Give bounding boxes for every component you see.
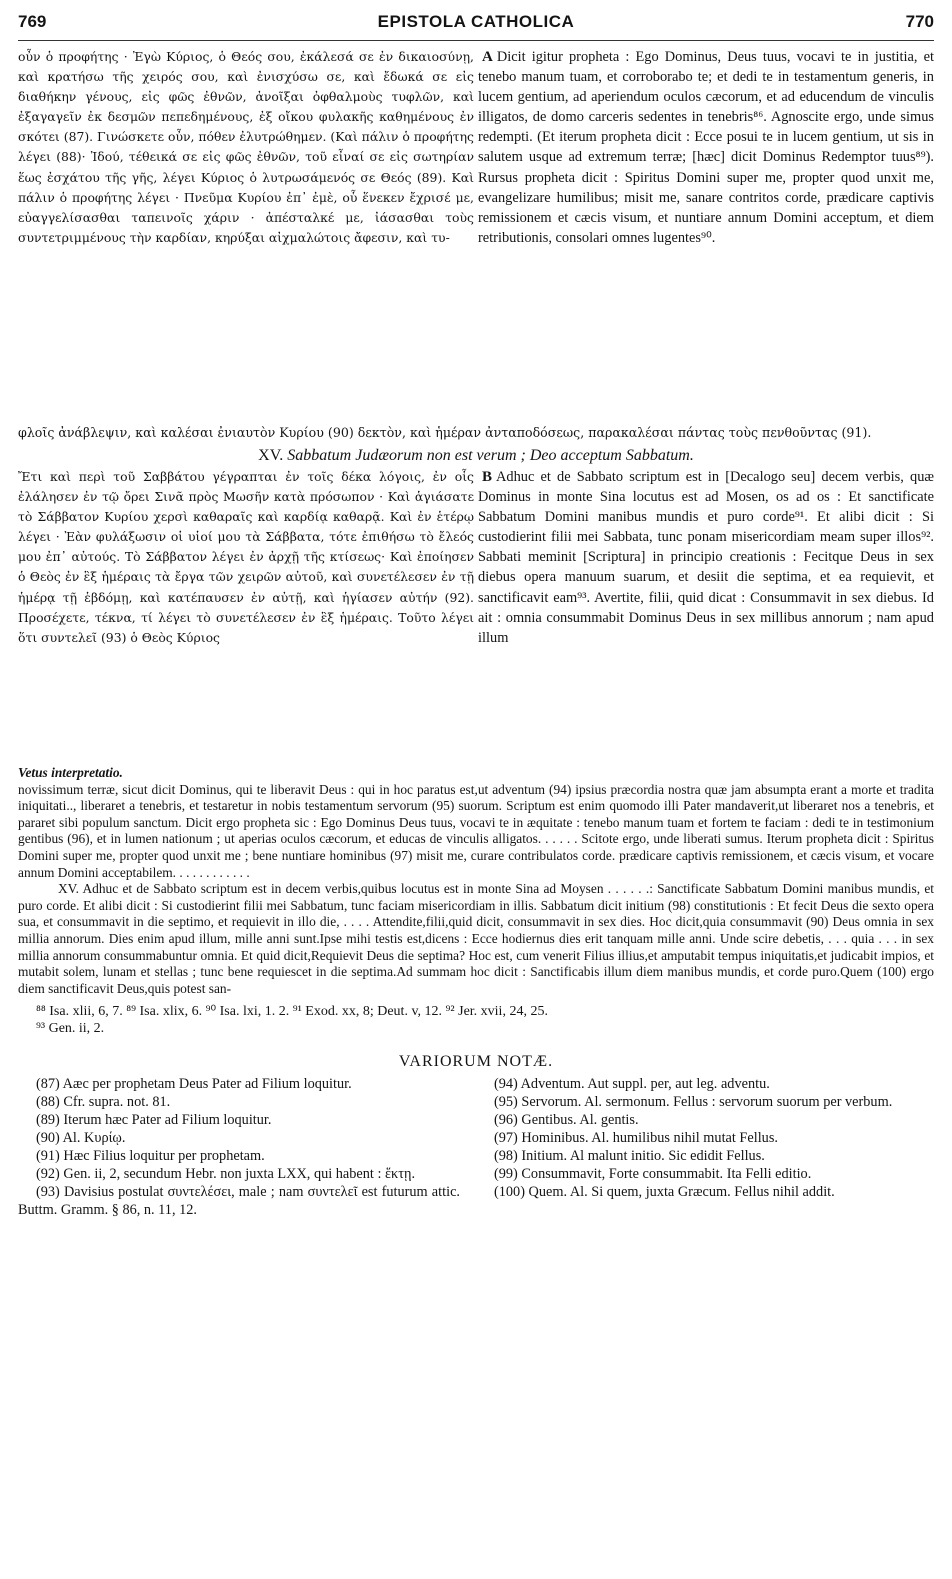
page-header	[18, 12, 934, 41]
note-92: (92) Gen. ii, 2, secundum Hebr. non juxta LXX, qui habent : ἕκτῃ.	[36, 1166, 416, 1183]
page-number-left: 769	[18, 12, 47, 31]
section-latin-text: Adhuc et de Sabbato scriptum est in [Decalogo seu] decem verbis, quæ Dominus in monte Sina locutus est ad Mosen, os ad os : Et sanctificate Sabbatum Domini manibus mundis et puro corde⁹¹. Et alibi dicit : Si custodierint filii mei Sabbata, tunc ponam misericordiam meam super illos⁹². Sabbati meminit [Scriptura] in principio creationis : Fecitque Deus in sex diebus opera manuum suarum, et desiit die septima, et ea requievit, et sanctificavit eam⁹³. Avertite, filii, quid dicat : Consummavit in sex diebus. Id ait : omnia consummabit Dominus Deus in sex millibus annorum ; nam apud illum	[478, 469, 934, 646]
section-columns	[18, 467, 934, 765]
variorum-notes	[18, 1075, 934, 1219]
note-96: (96) Gentibus. Al. gentis.	[494, 1112, 639, 1129]
column-marker-a: A	[482, 49, 493, 65]
note-98: (98) Initium. Al malunt initio. Sic edidit Fellus.	[494, 1148, 765, 1165]
column-marker-b: B	[482, 469, 493, 485]
note-90: (90) Al. Κυρίῳ.	[36, 1130, 126, 1147]
notes-left-column	[18, 1075, 476, 1219]
note-100: (100) Quem. Al. Si quem, juxta Græcum. Fellus nihil addit.	[494, 1184, 835, 1201]
vetus-paragraph-2: XV. Adhuc et de Sabbato scriptum est in decem verbis,quibus locutus est in monte Sina ad Moysen . . . . . .: Sanctificate Sabbatum Domini manibus mundis, et puro corde. Et alibi dicit : Si custodierint filii mei Sabbatum, tunc faciam misericordiam in illis. Sabbatum dicit initium (98) constitutionis : Et fecit Deus die sexto opera sua, et consummavit in die septimo, et requievit in illo die, . . . . Attendite,filii,quid dicit, consummavit in sex dies. Hoc dicit,quia consummavit (90) Deus omnia in sex millia annorum. Dies enim apud illum, mille anni sunt.Ipse mihi testis est,dicens : Ecce hodiernus dies erit tanquam mille anni. Unde scire debetis, . . . quia . . . in sex millia annorum consummabuntur omnia. Et quid dicit,Requievit Deus die septima? Hoc est, cum venerit Filius illius,et amputabit tempus iniquitatis,et judicabit impios, et mutabit solem, lunam et stellas ; tunc bene requiescet in die septima.Ad summam hoc dicit : Sanctificabis illum diem manibus mundis, et corde puro.Quem (100) ergo diem sanctificavit Deus,quis potest san-	[18, 881, 934, 996]
scripture-references	[36, 1003, 934, 1037]
scripture-references-line-1: ⁸⁸ Isa. xlii, 6, 7. ⁸⁹ Isa. xlix, 6. ⁹⁰ Isa. lxi, 1. 2. ⁹¹ Exod. xx, 8; Deut. v, 12. ⁹² Jer. xvii, 24, 25.	[36, 1004, 548, 1020]
block1-latin-column	[478, 47, 934, 423]
section-number: XV.	[258, 447, 284, 464]
block1-greek-text: οὖν ὁ προφήτης · Ἐγὼ Κύριος, ὁ Θεός σου, ἐκάλεσά σε ἐν δικαιοσύνῃ, καὶ κρατήσω τῆς χειρός σου, καὶ ἐνισχύσω σε, καὶ ἔδωκά σε εἰς διαθήκην γένους, εἰς φῶς ἐθνῶν, ἀνοῖξαι ὀφθαλμοὺς τυφλῶν, καὶ ἐξαγαγεῖν ἐκ δεσμῶν πεπεδημένους, ἐξ οἴκου φυλακῆς καθημένους ἐν σκότει (87). Γινώσκετε οὖν, πόθεν ἐλυτρώθημεν. (Καὶ πάλιν ὁ προφήτης λέγει (88)· Ἰδού, τέθεικά σε εἰς φῶς ἐθνῶν, τοῦ εἶναί σε εἰς σωτηρίαν ἕως ἐσχάτου τῆς γῆς, λέγει Κύριος ὁ λυτρωσάμενός σε Θεός (89). Καὶ πάλιν ὁ προφήτης λέγει · Πνεῦμα Κυρίου ἐπ᾽ ἐμὲ, οὗ ἕνεκεν ἔχρισέ με, εὐαγγελίσασθαι ταπεινοῖς χάριν · ἀπέσταλκέ με, ἰάσασθαι τοὺς συντετριμμένους τὴν καρδίαν, κηρύξαι αἰχμαλώτοις ἄφεσιν, καὶ τυ-	[18, 49, 474, 245]
section-heading	[18, 447, 934, 465]
note-99: (99) Consummavit, Forte consummabit. Ita Felli editio.	[494, 1166, 812, 1183]
section-greek-text: Ἔτι καὶ περὶ τοῦ Σαββάτου γέγραπται ἐν τοῖς δέκα λόγοις, ἐν οἷς ἐλάλησεν ἐν τῷ ὄρει Σινᾶ πρὸς Μωσῆν κατὰ πρόσωπον · Καὶ ἁγιάσατε τὸ Σάββατον Κυρίου χερσὶ καθαραῖς καὶ καρδίᾳ καθαρᾷ. Καὶ ἐν ἑτέρῳ λέγει · Ἐὰν φυλάξωσιν οἱ υἱοί μου τὰ Σάββατα, τότε ἐπιθήσω τὸ ἔλεός μου ἐπ᾽ αὐτούς. Τὸ Σάββατον λέγει ἐν ἀρχῇ τῆς κτίσεως· Καὶ ἐποίησεν ὁ Θεὸς ἐν ἓξ ἡμέραις τὰ ἔργα τῶν χειρῶν αὐτοῦ, καὶ συνετέλεσεν ἐν τῇ ἡμέρᾳ τῇ ἑβδόμῃ, καὶ κατέπαυσεν ἐν αὐτῇ, καὶ ἡγίασεν αὐτήν (92). Προσέχετε, τέκνα, τί λέγει τὸ συνετέλεσεν ἐν ἓξ ἡμέραις. Τοῦτο λέγει ὅτι συντελεῖ (93) ὁ Θεὸς Κύριος	[18, 469, 474, 645]
note-93: (93) Davisius postulat συντελέσει, male ; nam συντελεῖ est futurum attic. Buttm. Gramm. § 86, n. 11, 12.	[18, 1184, 460, 1219]
block1-latin-text: Dicit igitur propheta : Ego Dominus, Deus tuus, vocavi te in justitia, et tenebo manum tuam, et corroborabo te; et dedi te in testamentum generis, in lucem gentium, ad aperiendum oculos cæcorum, et ad educendum de vinculis illigatos, de domo carceris sedentes in tenebris⁸⁶. Agnoscite ergo, unde simus redempti. (Et iterum propheta dicit : Ecce posui te in lucem gentium, ut sis in salutem usque ad extremum terræ; [hæc] dicit Dominus Redemptor tuus⁸⁹). Rursus propheta dicit : Spiritus Domini super me, propter quod unxit me, evangelizare humilibus; misit me, sanare contritos corde, prædicare captivis remissionem et cæcis visum, et nuntiare annum Domini acceptum, et diem retributionis, consolari omnes lugentes⁹⁰.	[478, 49, 934, 246]
page-number-right: 770	[905, 12, 934, 31]
scripture-references-line-2: ⁹³ Gen. ii, 2.	[36, 1021, 105, 1037]
vetus-interpretatio	[18, 765, 934, 997]
vetus-paragraph-1: novissimum terræ, sicut dicit Dominus, qui te liberavit Deus : qui in hoc paratus est,ut adventum (94) ipsius præcordia nostra quæ jam absumpta erant a morte et tradita iniquitati.., liberaret a tenebris, et testaretur in nobis testamentum servorum (95) suorum. Scriptum est enim quomodo illi Pater mandaverit,ut liberaret nos a tenebris, et pararet sibi populum sanctum. Dicit ergo propheta sic : Ego Dominus Deus tuus, vocavi te in æquitate : tenebo manum tuam et fortem te faciam : dedi te in testimonium gentibus (96), et in lumen nationum ; ut aperias oculos cæcorum, et educas de vinculis alligatos. . . . . . Scitote ergo, unde liberati sumus. Iterum propheta dicit : Spiritus Domini super me, propter quod unxit me ; bene nuntiare hominibus (97) misit me, curare contribulatos corde. prædicare captivis remissionem, et cæcis visum, et vocare annum Domini acceptabilem. . . . . . . . . . . .	[18, 781, 934, 880]
note-91: (91) Hæc Filius loquitur per prophetam.	[36, 1148, 265, 1165]
notes-right-column	[476, 1075, 934, 1219]
note-97: (97) Hominibus. Al. humilibus nihil mutat Fellus.	[494, 1130, 778, 1147]
block1-greek-column	[18, 47, 478, 423]
section-title: Sabbatum Judæorum non est verum ; Deo acceptum Sabbatum.	[287, 447, 694, 464]
page	[18, 12, 934, 1219]
block1-greek-continuation: φλοῖς ἀνάβλεψιν, καὶ καλέσαι ἐνιαυτὸν Κυρίου (90) δεκτὸν, καὶ ἡμέραν ἀνταποδόσεως, παρακαλέσαι πάντας τοὺς πενθοῦντας (91).	[18, 425, 872, 440]
note-87: (87) Aæc per prophetam Deus Pater ad Filium loquitur.	[36, 1076, 352, 1093]
block1-columns	[18, 47, 934, 423]
running-title: EPISTOLA CATHOLICA	[377, 12, 575, 31]
note-89: (89) Iterum hæc Pater ad Filium loquitur.	[36, 1112, 272, 1129]
vetus-title: Vetus interpretatio.	[18, 765, 123, 780]
note-94: (94) Adventum. Aut suppl. per, aut leg. adventu.	[494, 1076, 770, 1093]
section-greek-column	[18, 467, 478, 765]
note-88: (88) Cfr. supra. not. 81.	[36, 1094, 171, 1111]
note-95: (95) Servorum. Al. sermonum. Fellus : servorum suorum per verbum.	[494, 1094, 893, 1111]
section-latin-column	[478, 467, 934, 765]
notes-heading: VARIORUM NOTÆ.	[398, 1053, 554, 1071]
